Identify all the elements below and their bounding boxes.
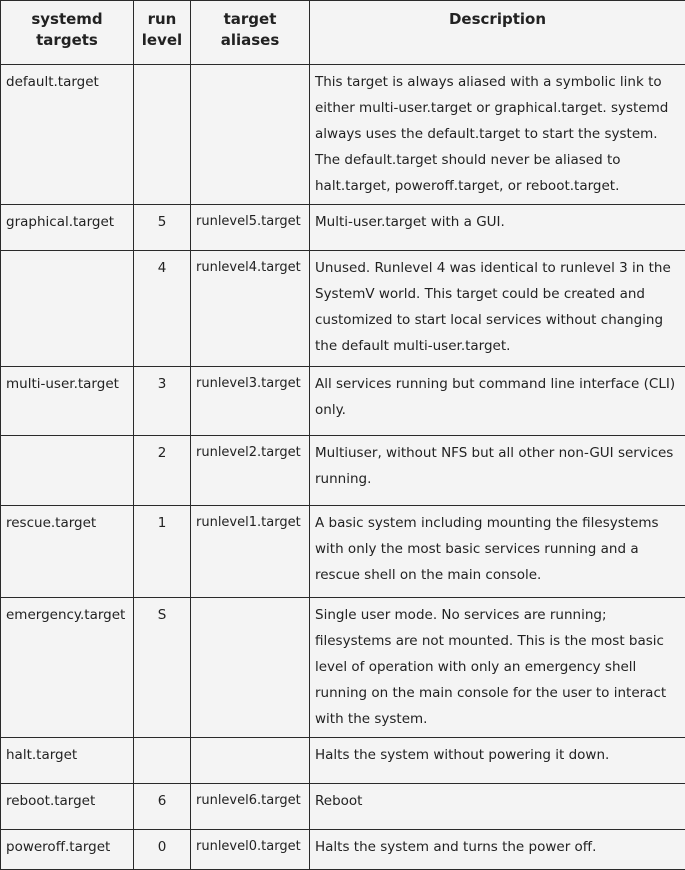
target-cell: graphical.target: [1, 205, 134, 251]
table-row: [1, 251, 685, 367]
table-row: [1, 506, 685, 598]
header-systemd-targets: systemd targets: [1, 1, 134, 65]
table-row: [1, 738, 685, 784]
alias-cell: [191, 598, 310, 738]
description-cell: Halts the system without powering it down.: [310, 738, 685, 784]
runlevel-cell: [134, 65, 191, 205]
target-cell: multi-user.target: [1, 367, 134, 436]
alias-cell: runlevel6.target: [191, 784, 310, 830]
alias-cell: runlevel1.target: [191, 506, 310, 598]
header-row: [1, 1, 685, 65]
alias-cell: runlevel0.target: [191, 830, 310, 870]
description-cell: Halts the system and turns the power off.: [310, 830, 685, 870]
target-cell: rescue.target: [1, 506, 134, 598]
alias-cell: runlevel3.target: [191, 367, 310, 436]
runlevel-cell: [134, 738, 191, 784]
table-row: [1, 436, 685, 506]
table-row: [1, 65, 685, 205]
alias-cell: [191, 738, 310, 784]
alias-cell: [191, 65, 310, 205]
description-cell: Multi-user.target with a GUI.: [310, 205, 685, 251]
table-row: [1, 830, 685, 870]
runlevel-cell: 2: [134, 436, 191, 506]
target-cell: emergency.target: [1, 598, 134, 738]
description-cell: Unused. Runlevel 4 was identical to runlevel 3 in the SystemV world. This target could be created and customized to start local services without changing the default multi-user.target.: [310, 251, 685, 367]
alias-cell: runlevel4.target: [191, 251, 310, 367]
runlevel-cell: 0: [134, 830, 191, 870]
runlevel-cell: S: [134, 598, 191, 738]
runlevel-cell: 4: [134, 251, 191, 367]
table-row: [1, 598, 685, 738]
alias-cell: runlevel5.target: [191, 205, 310, 251]
runlevel-cell: 3: [134, 367, 191, 436]
target-cell: [1, 251, 134, 367]
target-cell: poweroff.target: [1, 830, 134, 870]
description-cell: Reboot: [310, 784, 685, 830]
header-run-level: run level: [134, 1, 191, 65]
table-row: [1, 367, 685, 436]
table-row: [1, 205, 685, 251]
target-cell: default.target: [1, 65, 134, 205]
runlevel-cell: 6: [134, 784, 191, 830]
header-description: Description: [310, 1, 685, 65]
runlevel-cell: 5: [134, 205, 191, 251]
description-cell: Multiuser, without NFS but all other non-GUI services running.: [310, 436, 685, 506]
description-cell: All services running but command line interface (CLI) only.: [310, 367, 685, 436]
target-cell: halt.target: [1, 738, 134, 784]
alias-cell: runlevel2.target: [191, 436, 310, 506]
description-cell: Single user mode. No services are running; filesystems are not mounted. This is the most basic level of operation with only an emergency shell running on the main console for the user to interact with the system.: [310, 598, 685, 738]
table-row: [1, 784, 685, 830]
target-cell: [1, 436, 134, 506]
description-cell: A basic system including mounting the filesystems with only the most basic services running and a rescue shell on the main console.: [310, 506, 685, 598]
target-cell: reboot.target: [1, 784, 134, 830]
runlevel-cell: 1: [134, 506, 191, 598]
description-cell: This target is always aliased with a symbolic link to either multi-user.target or graphical.target. systemd always uses the default.target to start the system. The default.target should never be aliased to halt.target, poweroff.target, or reboot.target.: [310, 65, 685, 205]
header-target-aliases: target aliases: [191, 1, 310, 65]
